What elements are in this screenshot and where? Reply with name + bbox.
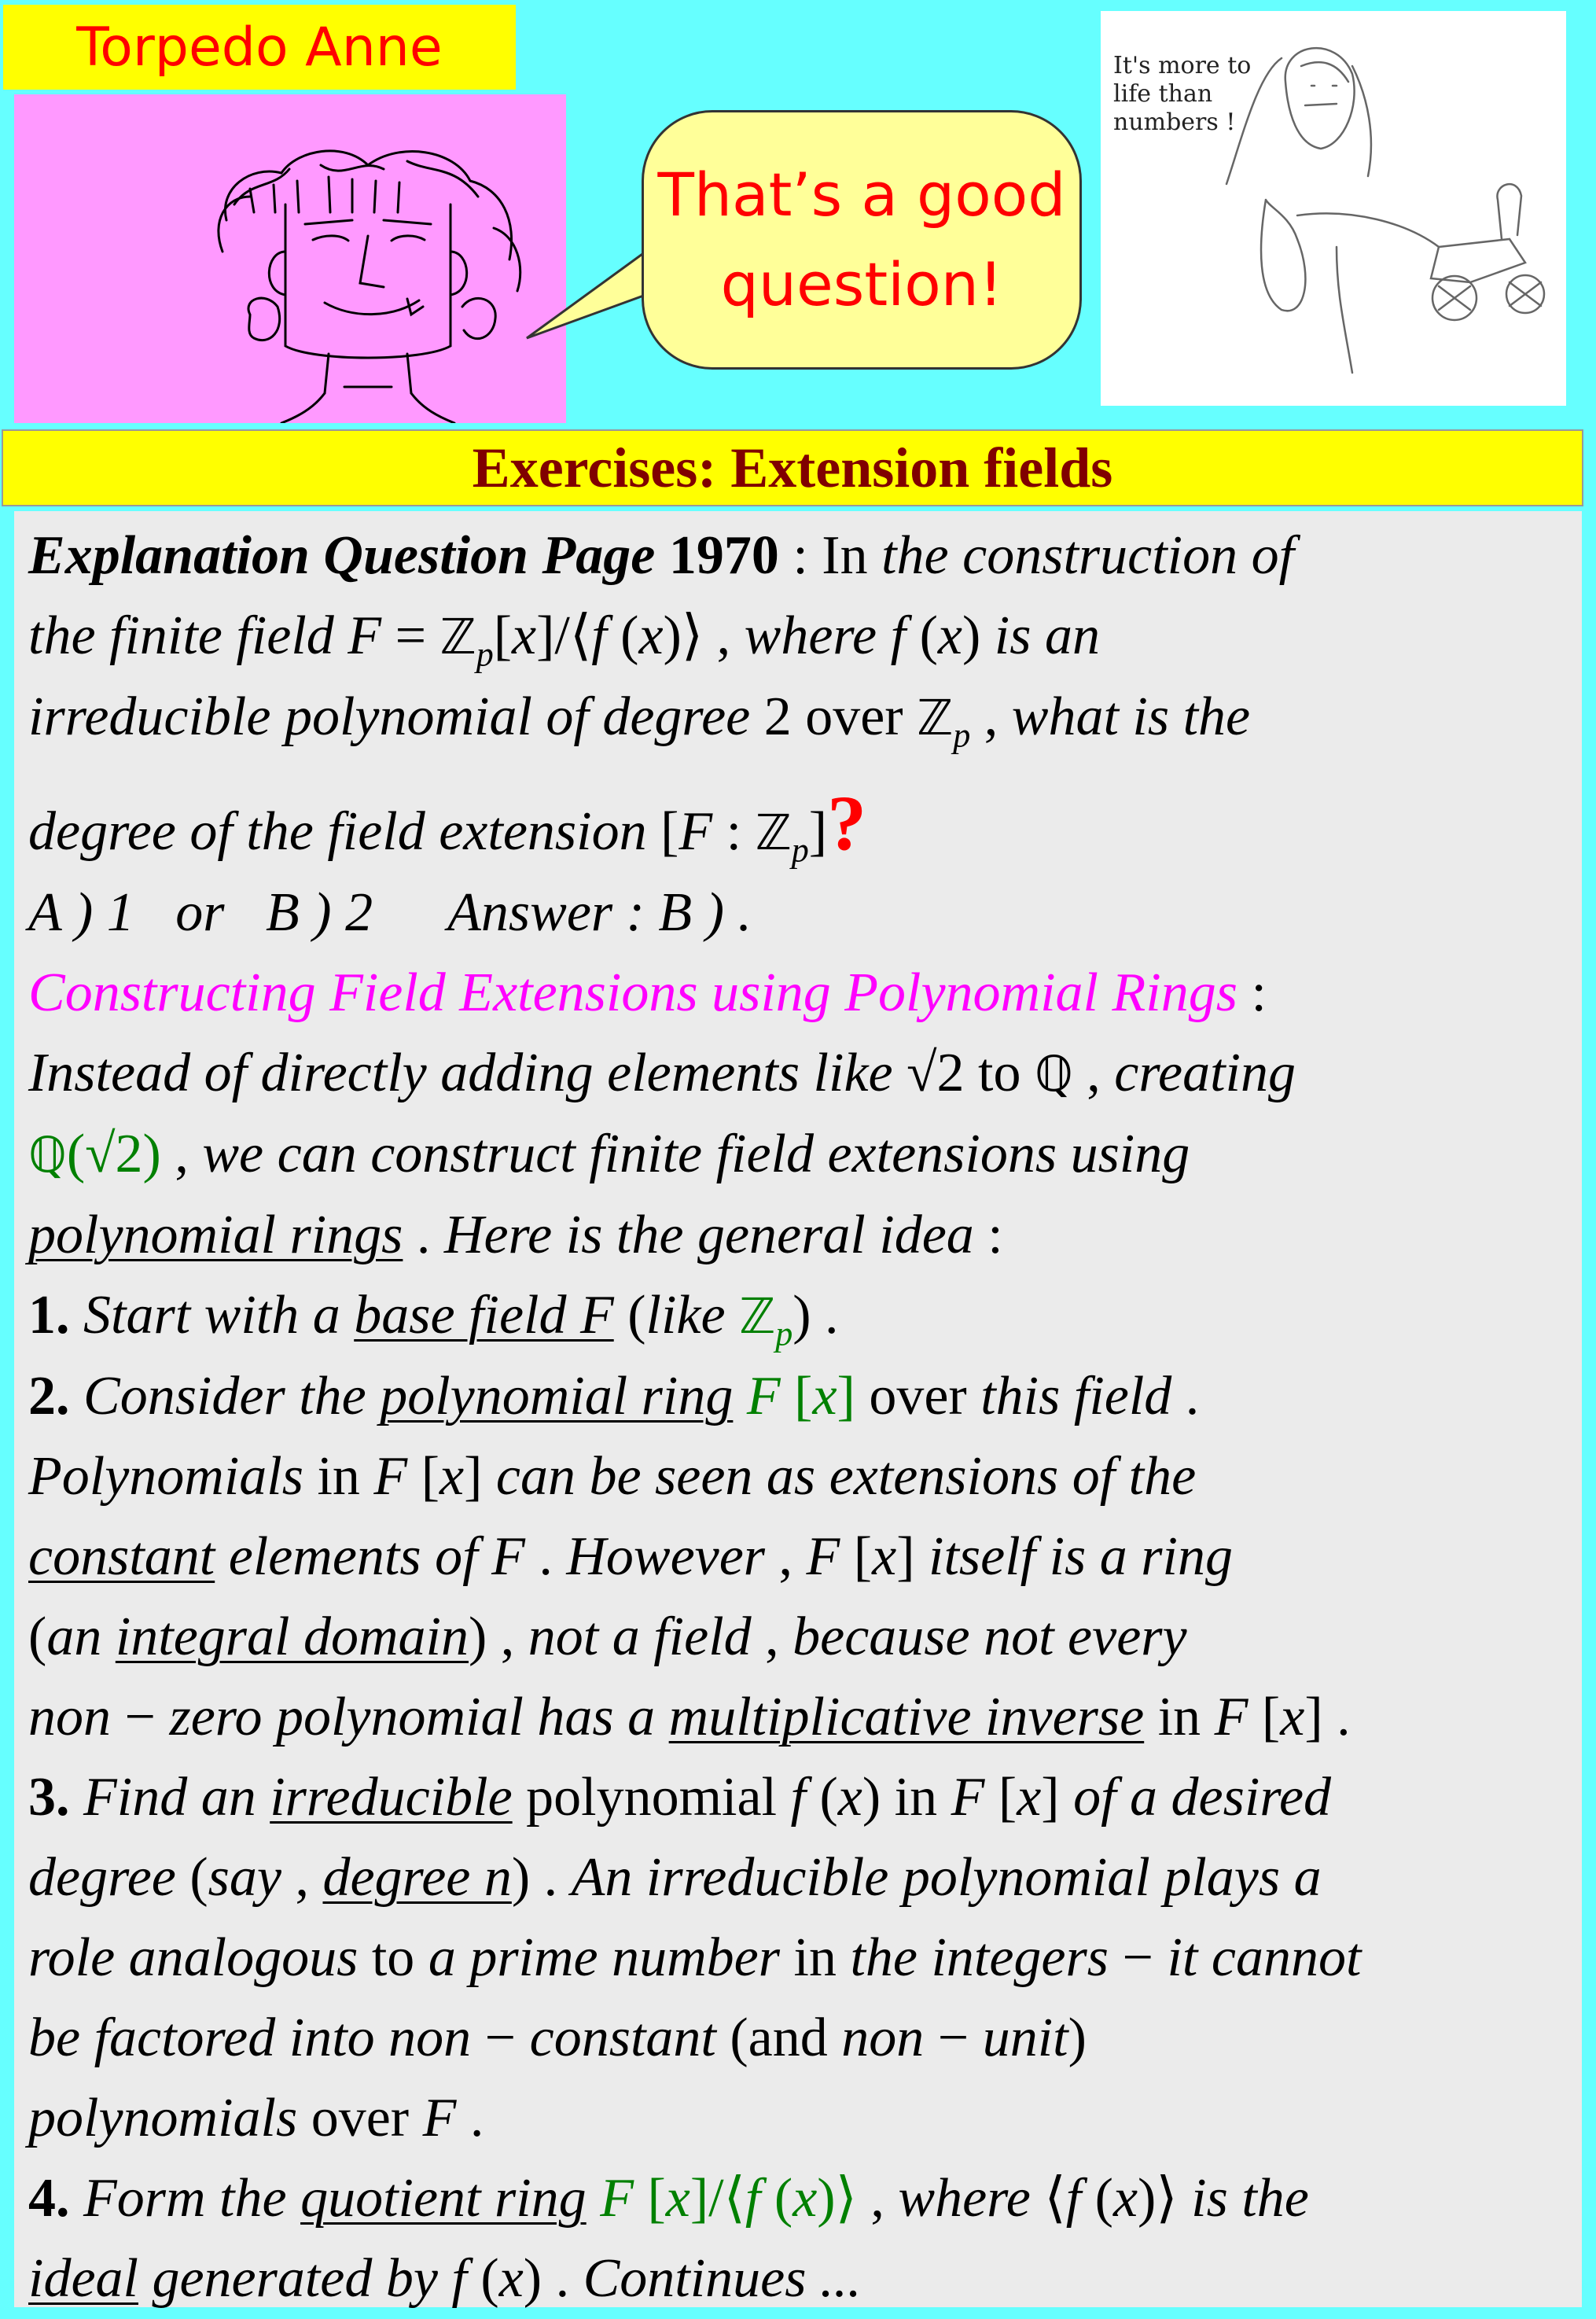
sketch-caption: It's more to life than numbers ! [1113, 52, 1252, 136]
question-line-2: the finite field F = ℤ$_p$[x]/⟨f (x)⟩ , where f (x) is an [28, 606, 1100, 674]
question-label: Explanation Question Page [28, 525, 656, 586]
portrait-panel [14, 94, 566, 423]
page-title-text: Exercises: Extension fields [472, 436, 1113, 499]
options-text: A ) 1 or B ) 2 [28, 882, 373, 943]
question-line-1: Explanation Question Page 1970 : In the construction of [28, 525, 1295, 586]
question-options [28, 873, 1569, 953]
person-with-tractor-sketch-icon [1101, 11, 1566, 406]
step-3-line-1: 3. Find an irreducible polynomial f (x) in F [x] of a desired [28, 1767, 1332, 1828]
step-3-line-3: role analogous to a prime number in the integers − it cannot [28, 1927, 1362, 1988]
question-line-4: degree of the field extension [F : ℤ$_p$]? [28, 779, 867, 870]
speech-line-2: question! [720, 249, 1003, 319]
question-line-3: irreducible polynomial of degree 2 over ℤ$_p$ , what is the [28, 686, 1251, 755]
step-2-line-2: Polynomials in F [x] can be seen as extensions of the [28, 1446, 1197, 1507]
content-panel [14, 511, 1582, 2307]
step-4-number: 4. [28, 2168, 70, 2229]
step-2-line-4: (an integral domain) , not a field , because not every [28, 1607, 1187, 1667]
sketch-panel [1101, 11, 1566, 406]
section-heading: Constructing Field Extensions using Polynomial Rings [28, 963, 1237, 1023]
step-2-line-1: 2. Consider the polynomial ring F [x] over this field . [28, 1366, 1200, 1426]
answer-text: Answer : B ) . [447, 882, 752, 943]
step-3-line-4: be factored into non − constant (and non − unit) [28, 2008, 1087, 2068]
step-4-line-2: ideal generated by f (x) . Continues ... [28, 2248, 862, 2309]
step-2-line-3: constant elements of F . However , F [x] itself is a ring [28, 1526, 1233, 1587]
step-2-number: 2. [28, 1366, 70, 1426]
continues-text: Continues ... [583, 2248, 862, 2309]
speech-line-1: That’s a good [657, 160, 1066, 230]
intro-line-2: ℚ(√2) , we can construct finite field extensions using [28, 1124, 1190, 1184]
step-3-line-2: degree (say , degree n) . An irreducible polynomial plays a [28, 1847, 1322, 1908]
step-4-line-1: 4. Form the quotient ring F [x]/⟨f (x)⟩ , where ⟨f (x)⟩ is the [28, 2168, 1309, 2229]
question-page-number: 1970 [668, 525, 779, 586]
step-1-line: 1. Start with a base field F (like ℤ$_p$) . [28, 1285, 839, 1353]
section-heading-line: Constructing Field Extensions using Polynomial Rings : [28, 963, 1267, 1023]
step-3-line-5: polynomials over F . [28, 2088, 484, 2148]
speech-bubble-tail [519, 236, 660, 346]
name-label: Torpedo Anne [76, 16, 443, 79]
step-2-line-5: non − zero polynomial has a multiplicative inverse in F [x] . [28, 1687, 1351, 1747]
name-banner [3, 5, 516, 90]
character-portrait-icon [14, 94, 566, 423]
intro-line-1: Instead of directly adding elements like √2 to ℚ , creating [28, 1043, 1296, 1103]
page-title [2, 429, 1583, 506]
step-1-number: 1. [28, 1285, 70, 1345]
speech-bubble [642, 110, 1082, 370]
intro-line-3: polynomial rings . Here is the general idea : [28, 1205, 1003, 1265]
step-3-number: 3. [28, 1767, 70, 1828]
